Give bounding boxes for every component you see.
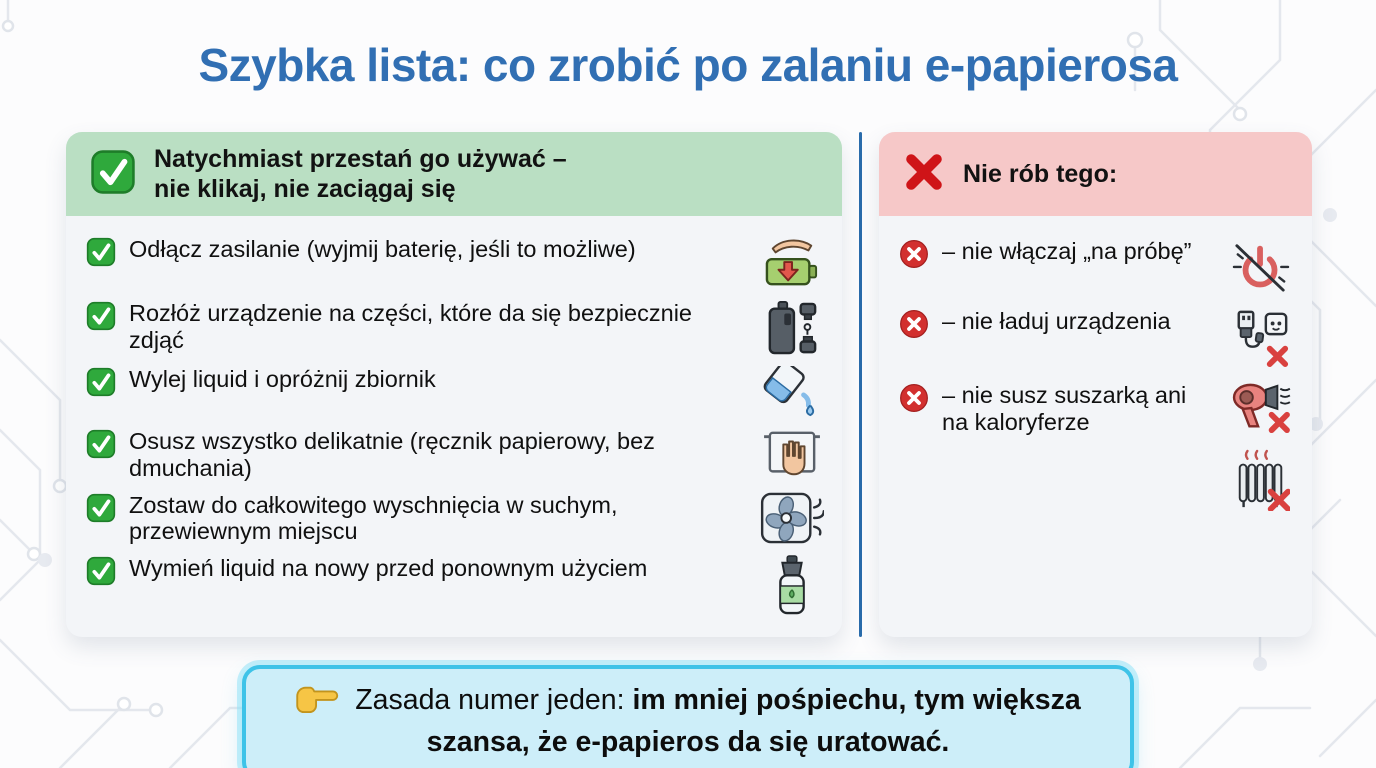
dont-list-item — [899, 308, 1298, 368]
dont-list-item — [899, 238, 1298, 294]
no-power-icon — [1224, 238, 1298, 294]
do-list-item — [86, 555, 832, 615]
rule-text — [276, 682, 1100, 761]
check-emoji-icon — [90, 149, 136, 200]
check-icon — [86, 493, 116, 528]
do-list-item — [86, 300, 832, 356]
disassembled-device-icon — [752, 300, 832, 356]
check-icon — [86, 237, 116, 272]
do-list-item — [86, 366, 832, 418]
check-icon — [86, 556, 116, 591]
do-item-text: Rozłóż urządzenie na części, które da się bezpiecznie zdjąć — [129, 300, 692, 353]
dont-item-text: – nie susz suszarką ani na kaloryferze — [942, 382, 1187, 435]
pointing-right-icon — [295, 682, 339, 724]
no-charging-icon — [1224, 308, 1298, 368]
dont-panel-title: Nie rób tego: — [963, 160, 1118, 188]
liquid-bottle-icon — [752, 555, 832, 615]
dont-item-text: – nie ładuj urządzenia — [942, 308, 1171, 334]
do-panel-title: Natychmiast przestań go używać – nie klikaj, nie zaciągaj się — [154, 145, 567, 203]
panels-row — [66, 132, 1312, 637]
do-panel-header — [66, 132, 842, 216]
circle-x-icon — [899, 309, 929, 344]
no-radiator-icon — [1232, 449, 1290, 516]
dont-panel — [879, 132, 1312, 637]
check-icon — [86, 367, 116, 402]
pour-liquid-icon — [752, 366, 832, 418]
paper-towel-icon — [752, 429, 832, 481]
do-panel — [66, 132, 842, 637]
check-icon — [86, 301, 116, 336]
dont-item-icons — [1224, 382, 1298, 516]
do-item-text: Osusz wszystko delikatnie (ręcznik papierowy, bez dmuchania) — [129, 428, 655, 481]
do-list-item — [86, 236, 832, 290]
do-item-text: Odłącz zasilanie (wyjmij baterię, jeśli to możliwe) — [129, 236, 636, 262]
page-title: Szybka lista: co zrobić po zalaniu e-papierosa — [198, 39, 1178, 91]
circle-x-icon — [899, 239, 929, 274]
fan-icon — [752, 492, 832, 544]
dont-panel-header — [879, 132, 1312, 216]
red-cross-icon — [903, 151, 945, 198]
do-item-text: Wymień liquid na nowy przed ponownym użyciem — [129, 555, 648, 582]
do-list — [66, 216, 842, 637]
check-icon — [86, 429, 116, 464]
do-item-text: Wylej liquid i opróżnij zbiornik — [129, 366, 436, 392]
dont-list — [879, 216, 1312, 542]
dont-item-text: – nie włączaj „na próbę” — [942, 238, 1192, 264]
do-item-text: Zostaw do całkowitego wyschnięcia w suchym, przewiewnym miejscu — [129, 491, 618, 545]
no-hairdryer-icon — [1229, 382, 1293, 439]
do-list-item — [86, 492, 832, 546]
battery-remove-icon — [752, 236, 832, 290]
rule-banner — [242, 665, 1134, 768]
do-list-item — [86, 428, 832, 482]
dont-list-item — [899, 382, 1298, 516]
rule-bold: im mniej pośpiechu, tym większa szansa, że e-papieros da się uratować. — [426, 684, 1081, 759]
circle-x-icon — [899, 383, 929, 418]
rule-prefix: Zasada numer jeden: — [355, 684, 625, 717]
panel-divider — [859, 132, 862, 637]
